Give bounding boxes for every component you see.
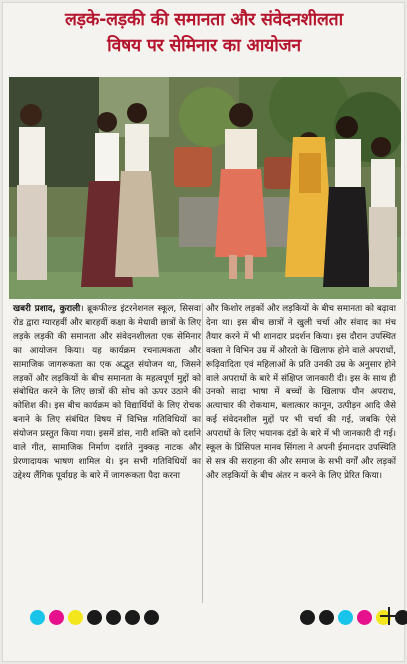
crosshair-icon — [380, 607, 398, 625]
registration-dot-icon — [30, 610, 45, 625]
group-photo-icon — [9, 77, 401, 299]
registration-dot-icon — [106, 610, 121, 625]
article-left-text: । ब्रूकफील्ड इंटरनेशनल स्कूल, सिसवा रोड द्वारा ग्यारहवीं और बारहवीं कक्षा के मेधावी छात्रों के लिए लड़के लड़की की समानता और संवेदनशीलता एक सेमिनार का आयोजन किया। यह कार्यक्रम रचनात्मकता और सामाजिक जागरूकता का एक अद्भुत संयोजन था, जिसने लड़कों और लड़कियों के बीच समानता के महत्वपूर्ण मुद्दों को संबोधित करने के लिए छात्रों की सोच को ऊपर उठाने की कोशिश की। इस बीच कार्यक्रम को विद्यार्थियों के लिए रोचक बनाने के लिए संबंधित विषय में विभिन्न गतिविधियों का संयोजन प्रस्तुत किया गया। इसमें डांस, नारी शक्ति को दर्शाने वाले गीत, सामाजिक निर्माण दर्शाते नुक्कड़ नाटक और प्रेरणादायक भाषण शामिल थे। इन सभी गतिविधियों का उद्देश्य लैंगिक पूर्वाग्रह के बारे में जागरूकता पैदा करना — [13, 304, 201, 481]
event-photo — [9, 77, 401, 299]
article-left-paragraph — [13, 303, 201, 484]
headline — [9, 7, 399, 59]
registration-dot-icon — [125, 610, 140, 625]
article-column-right — [206, 303, 396, 484]
registration-dot-icon — [338, 610, 353, 625]
headline-line-1: लड़के-लड़की की समानता और संवेदनशीलता — [65, 10, 343, 30]
headline-line-2: विषय पर सेमिनार का आयोजन — [107, 36, 301, 56]
registration-dot-icon — [300, 610, 315, 625]
registration-dot-icon — [319, 610, 334, 625]
registration-dot-icon — [357, 610, 372, 625]
newspaper-page — [3, 3, 404, 661]
registration-dot-icon — [87, 610, 102, 625]
dateline: खबरी प्रशाद, कुराली — [13, 304, 81, 314]
registration-dot-icon — [49, 610, 64, 625]
registration-dot-icon — [68, 610, 83, 625]
registration-dot-icon — [144, 610, 159, 625]
column-divider — [202, 303, 203, 603]
registration-marks-left — [30, 608, 159, 626]
article-column-left — [13, 303, 201, 484]
article-right-text: और किशोर लड़कों और लड़कियों के बीच समानता को बढ़ावा देना था। इस बीच छात्रों ने खुली चर्चा और संवाद का मंच तैयार करने में भी शानदार प्रदर्शन किया। इस दौरान उपस्थित वक्ता ने विभिन उम्र में औरतो के खिलाफ होने वाले अपराधों, रूढ़िवादिता एवं महिलाओं के प्रति उनकी उम्र के अनुसार होने वाले अपराधों के बारे में संक्षिप्त जानकारी दी। इस के साथ ही उनको सादा भाषा में बच्चों के खिलाफ यौन अपराध, अत्याचार की रोकथाम, बलात्कार कानून, उत्पीड़न आदि जैसे कई संवेदनशील मुद्दों पर भी चर्चा की गई, जबकि ऐसे अपराधों के लिए भयानक दंडों के बारे में भी जानकारी दी गई। स्कूल के प्रिंसिपल मानव सिंगला ने अपनी ईमानदार उपस्थिति से सत्र की सराहना की और समाज के सभी वर्गों और लड़कों और लड़कियों के बीच अंतर न करने के लिए प्रेरित किया। — [206, 304, 396, 481]
